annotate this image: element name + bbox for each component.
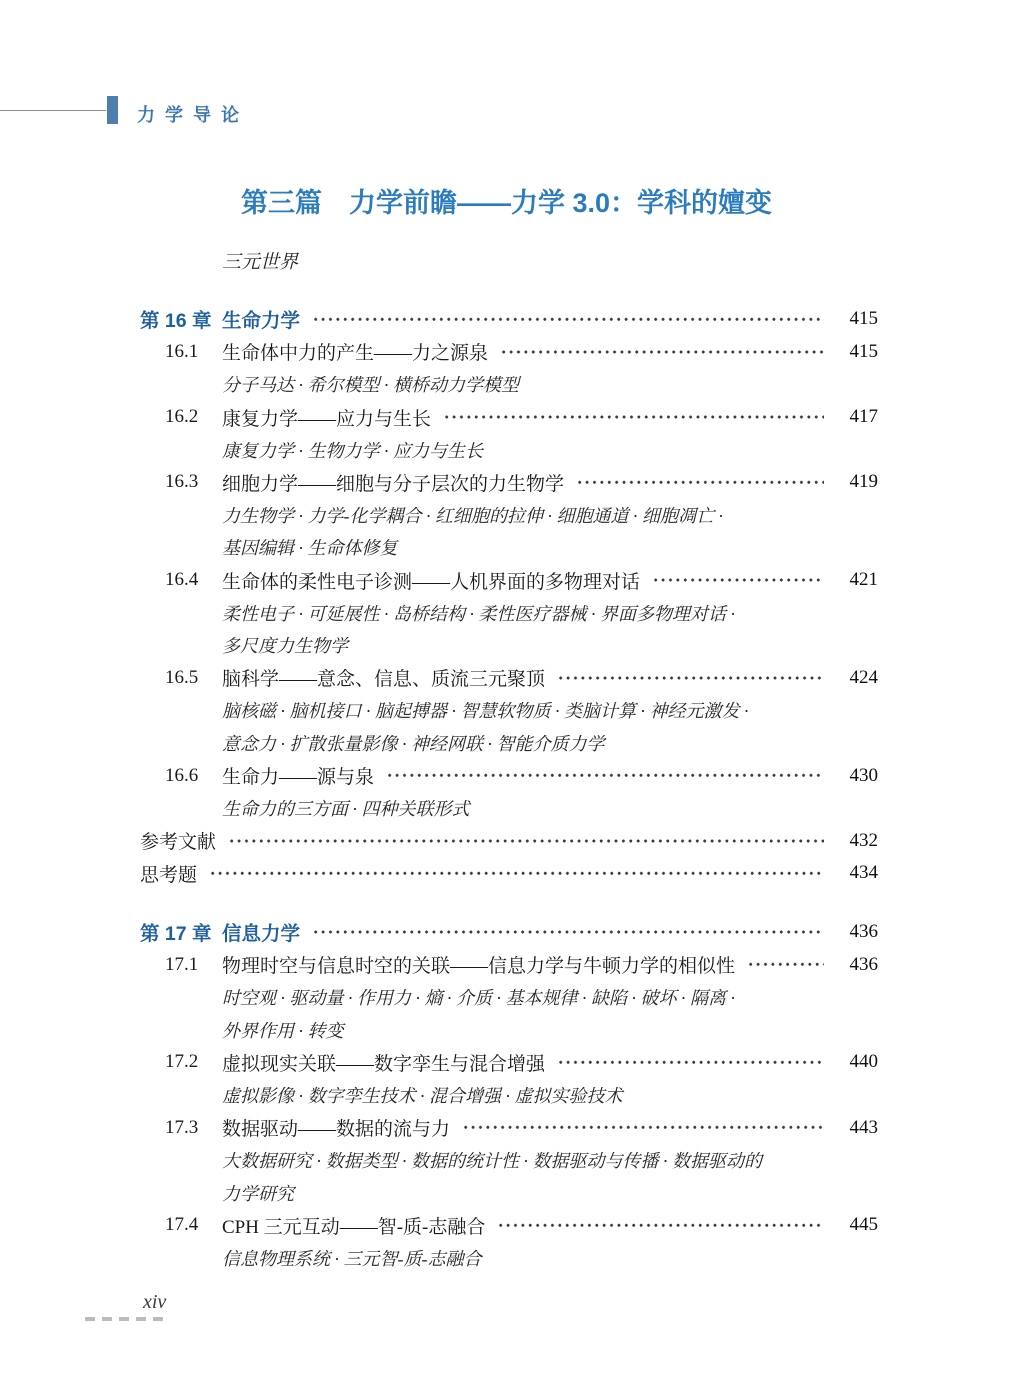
chapter-title: 生命力学 (222, 310, 301, 333)
page-number: 440 (849, 1051, 878, 1073)
section-number: 16.6 (165, 764, 199, 786)
section-title: 虚拟现实关联——数字孪生与混合增强 (222, 1053, 546, 1075)
topic-keywords: 力学研究 (222, 1183, 294, 1204)
topic-keywords: 多尺度力生物学 (222, 636, 348, 657)
section-title: 物理时空与信息时空的关联——信息力学与牛顿力学的相似性 (222, 956, 736, 978)
page-number: 443 (849, 1116, 878, 1138)
running-head-book-title: 力学导论 (137, 105, 249, 125)
section-number: 16.2 (165, 406, 199, 428)
part-title: 第三篇 力学前瞻——力学 3.0：学科的嬗变 (240, 188, 773, 218)
toc-entry-row (140, 948, 878, 981)
dot-leader (652, 564, 824, 597)
dot-leader (228, 825, 824, 858)
toc-entry-row (140, 1046, 878, 1079)
topic-keywords: 时空观 · 驱动量 · 作用力 · 熵 · 介质 · 基本规律 · 缺陷 · 破坏 · 隔离 · (222, 988, 735, 1009)
toc-topic-row (140, 727, 878, 760)
section-number: 17.1 (165, 953, 199, 975)
toc-topic-row (140, 531, 878, 564)
page-number: 419 (849, 471, 878, 493)
dot-leader (747, 948, 824, 981)
page-number: 424 (849, 666, 878, 688)
section-number: 16.5 (165, 666, 199, 688)
toc-entry-row (140, 564, 878, 597)
topic-keywords: 力生物学 · 力学-化学耦合 · 红细胞的拉伸 · 细胞通道 · 细胞凋亡 · (222, 505, 723, 526)
footer-dash-rule (85, 1317, 169, 1321)
dot-leader (312, 303, 824, 336)
section-title: 生命体中力的产生——力之源泉 (222, 343, 489, 365)
toc-topic-row (140, 629, 878, 662)
page-number: 430 (849, 764, 878, 786)
section-title: 细胞力学——细胞与分子层次的力生物学 (222, 473, 565, 495)
topic-keywords: 信息物理系统 · 三元智-质-志融合 (222, 1248, 482, 1269)
dot-leader (312, 916, 824, 949)
page-number: 421 (849, 569, 878, 591)
page-number: 415 (849, 308, 878, 330)
toc-entry-row (140, 662, 878, 695)
topic-keywords: 脑核磁 · 脑机接口 · 脑起搏器 · 智慧软物质 · 类脑计算 · 神经元激发 · (222, 701, 749, 722)
section-number: 17.4 (165, 1214, 199, 1236)
chapter-title: 信息力学 (222, 922, 301, 945)
toc-topic-row (140, 981, 878, 1014)
dot-leader (209, 857, 824, 890)
dot-leader (443, 401, 824, 434)
toc-entry-row (140, 336, 878, 369)
toc-references-row (140, 825, 878, 858)
toc-topic-row (140, 1144, 878, 1177)
page-number: 417 (849, 406, 878, 428)
dot-leader (497, 1209, 824, 1242)
topic-keywords: 分子马达 · 希尔模型 · 横桥动力学模型 (222, 375, 519, 396)
table-of-contents (140, 303, 878, 1274)
page-number: 445 (849, 1214, 878, 1236)
toc-topic-row (140, 1079, 878, 1112)
topic-keywords: 意念力 · 扩散张量影像 · 神经网联 · 智能介质力学 (222, 734, 605, 755)
toc-chapter-row (140, 916, 878, 949)
toc-questions-row (140, 857, 878, 890)
topic-keywords: 基因编辑 · 生命体修复 (222, 538, 398, 559)
section-title: 康复力学——应力与生长 (222, 408, 432, 430)
section-title: 生命体的柔性电子诊测——人机界面的多物理对话 (222, 571, 641, 593)
section-number: 17.3 (165, 1116, 199, 1138)
page-number: 434 (849, 862, 878, 884)
toc-topic-row (140, 368, 878, 401)
section-number: 17.2 (165, 1051, 199, 1073)
dot-leader (557, 662, 824, 695)
header-rule (0, 110, 106, 111)
section-number: 16.4 (165, 569, 199, 591)
folio-page-number: xiv (143, 1291, 167, 1313)
toc-topic-row (140, 1242, 878, 1275)
topic-keywords: 生命力的三方面 · 四种关联形式 (222, 799, 470, 820)
toc-topic-row (140, 433, 878, 466)
dot-leader (557, 1046, 824, 1079)
toc-entry-row (140, 466, 878, 499)
section-title: 脑科学——意念、信息、质流三元聚顶 (222, 669, 546, 691)
page-number: 432 (849, 829, 878, 851)
topic-keywords: 柔性电子 · 可延展性 · 岛桥结构 · 柔性医疗器械 · 界面多物理对话 · (222, 603, 735, 624)
topic-keywords: 康复力学 · 生物力学 · 应力与生长 (222, 440, 483, 461)
section-title: 生命力——源与泉 (222, 767, 375, 789)
toc-topic-row (140, 499, 878, 532)
toc-chapter-row (140, 303, 878, 336)
dot-leader (462, 1111, 824, 1144)
toc-entry-row (140, 401, 878, 434)
topic-keywords: 虚拟影像 · 数字孪生技术 · 混合增强 · 虚拟实验技术 (222, 1085, 623, 1106)
header-accent-bar (107, 96, 118, 124)
chapter-label: 第 17 章 (140, 922, 212, 945)
section-number: 16.1 (165, 340, 199, 362)
page-number: 436 (849, 920, 878, 942)
section-title: 数据驱动——数据的流与力 (222, 1119, 451, 1141)
dot-leader (576, 466, 824, 499)
toc-topic-row (140, 694, 878, 727)
toc-entry-row (140, 1111, 878, 1144)
topic-keywords: 大数据研究 · 数据类型 · 数据的统计性 · 数据驱动与传播 · 数据驱动的 (222, 1151, 762, 1172)
topic-keywords: 外界作用 · 转变 (222, 1020, 344, 1041)
toc-entry-row (140, 759, 878, 792)
toc-topic-row (140, 792, 878, 825)
toc-entry-row (140, 1209, 878, 1242)
references-label: 参考文献 (140, 832, 217, 854)
section-title: CPH 三元互动——智-质-志融合 (222, 1216, 486, 1238)
dot-leader (500, 336, 824, 369)
section-number: 16.3 (165, 471, 199, 493)
toc-topic-row (140, 596, 878, 629)
toc-topic-row (140, 1176, 878, 1209)
epigraph: 三元世界 (222, 252, 299, 273)
questions-label: 思考题 (140, 864, 198, 886)
page-number: 436 (849, 953, 878, 975)
chapter-label: 第 16 章 (140, 310, 212, 333)
page-number: 415 (849, 340, 878, 362)
dot-leader (386, 759, 824, 792)
toc-topic-row (140, 1013, 878, 1046)
